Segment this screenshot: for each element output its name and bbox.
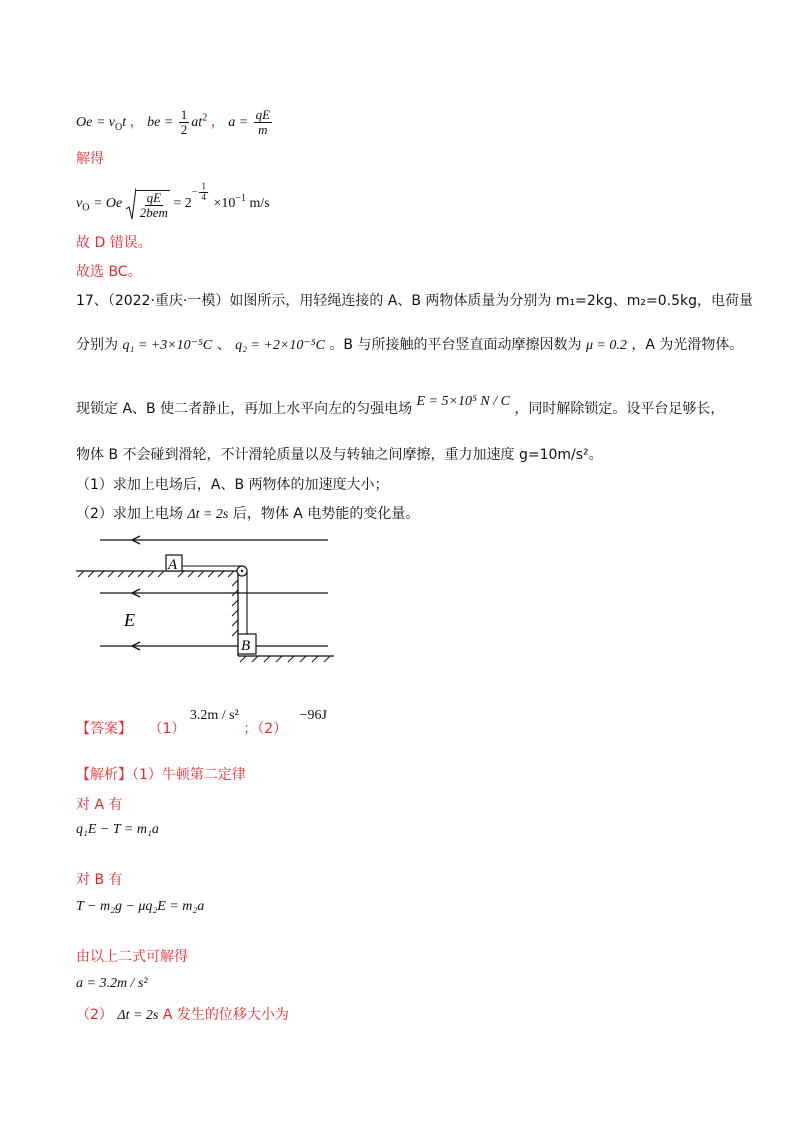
v-eq: = 2 xyxy=(173,195,192,211)
exp-sign: − xyxy=(191,186,198,198)
separator: ， xyxy=(210,114,225,131)
eq-be-sup: 2 xyxy=(202,112,208,124)
answer-part-1: （1） xyxy=(148,721,186,737)
question-1: （1）求加上电场后，A、B 两物体的加速度大小； xyxy=(76,477,389,493)
equation-a: q₁E − T = m₁a xyxy=(76,822,159,837)
d-wrong: 故 D 错误。 xyxy=(76,235,152,251)
pulley-axle-icon xyxy=(241,570,243,572)
answer-value-1: 3.2m / s² xyxy=(189,708,239,723)
for-a: 对 A 有 xyxy=(76,797,123,813)
text: ，A 为光滑物体。 xyxy=(631,337,744,353)
exp-fraction xyxy=(199,182,208,203)
problem-line-2 xyxy=(76,334,743,354)
analysis-tag: 【解析】（1）牛顿第二定律 xyxy=(76,767,246,783)
ground-hatch xyxy=(240,656,330,662)
text: 分别为 xyxy=(76,337,118,353)
velocity-equation xyxy=(76,182,270,221)
frac-num: qE xyxy=(255,107,271,122)
text: 。B 与所接触的平台竖直面动摩擦因数为 xyxy=(329,337,582,353)
dt-value: Δt = 2s xyxy=(117,1008,159,1023)
part-2-line xyxy=(76,1004,289,1024)
text: 现锁定 A、B 使二者静止，再加上水平向左的匀强电场 xyxy=(76,401,413,417)
label-e: E xyxy=(124,610,135,630)
eq-oe-rhs: = v xyxy=(95,115,115,131)
frac-den: 4 xyxy=(201,191,206,202)
eq-oe-t: t xyxy=(122,115,127,131)
answer-line xyxy=(76,708,327,738)
answer-part-2: ；（2） xyxy=(243,721,288,737)
kinematics-equations xyxy=(76,108,274,138)
frac-den: m xyxy=(258,122,268,138)
eq-a-lhs: a = xyxy=(228,115,249,131)
text: ，同时解除锁定。设平台足够长， xyxy=(514,401,725,417)
solve-label: 解得 xyxy=(76,151,104,167)
problem-line-4: 物体 B 不会碰到滑轮，不计滑轮质量以及与转轴之间摩擦，重力加速度 g=10m/s²。 xyxy=(76,447,603,463)
v-lhs-sub: O xyxy=(82,202,90,214)
v-rest-sup: −1 xyxy=(235,193,246,205)
question-2 xyxy=(76,503,419,523)
answer-value-2: −96J xyxy=(299,708,327,723)
part-2-text: A 发生的位移大小为 xyxy=(162,1007,289,1023)
answer-tag: 【答案】 xyxy=(76,721,132,737)
equation-b: T − m₂g − μq₂E = m₂a xyxy=(76,899,205,914)
frac-den: 2 xyxy=(180,122,188,138)
platform-hatch xyxy=(78,571,234,577)
problem-line-3 xyxy=(76,394,725,418)
part-2-label: （2） xyxy=(76,1007,113,1023)
frac-den: 2bem xyxy=(139,205,168,221)
v-exp xyxy=(192,182,210,203)
label-b: B xyxy=(241,638,251,654)
sqrt xyxy=(126,187,170,221)
q1-value: q₁ = +3×10⁻⁵C xyxy=(122,338,213,353)
eq-be-lhs: be = xyxy=(147,115,174,131)
choose-bc: 故选 BC。 xyxy=(76,264,142,280)
eq-oe-lhs: Oe xyxy=(76,115,93,131)
label-a: A xyxy=(168,557,178,573)
e-field-value: E = 5×10⁵ N / C xyxy=(416,394,510,409)
frac-num: 1 xyxy=(180,107,188,122)
sqrt-sign-icon xyxy=(126,187,136,221)
v-lhs: v xyxy=(76,195,83,211)
v-unit: m/s xyxy=(246,195,270,211)
v-mid: = Oe xyxy=(89,195,123,211)
fraction-qe-m xyxy=(254,108,272,138)
separator: ， xyxy=(129,114,144,131)
frac-num: 1 xyxy=(201,181,206,191)
eq-be-rhs: at xyxy=(191,115,203,131)
text: 、 xyxy=(216,337,231,353)
for-b: 对 B 有 xyxy=(76,872,123,888)
fraction-sqrt xyxy=(138,191,170,221)
combine-label: 由以上二式可解得 xyxy=(76,949,188,965)
result-a: a = 3.2m / s² xyxy=(76,976,148,991)
q2-value: q₂ = +2×10⁻⁵C xyxy=(235,338,325,353)
mu-value: μ = 0.2 xyxy=(585,338,627,353)
fraction-half xyxy=(179,108,190,138)
wall-hatch xyxy=(232,580,238,636)
dt-value: Δt = 2s xyxy=(187,507,229,522)
problem-line-1: 17、（2022·重庆·一模）如图所示，用轻绳连接的 A、B 两物体质量为分别为 m₁=2kg、m₂=0.5kg，电荷量 xyxy=(76,293,753,309)
text: （2）求加上电场 xyxy=(76,506,183,522)
eq-oe-sub: O xyxy=(115,121,123,133)
text: 后，物体 A 电势能的变化量。 xyxy=(232,506,420,522)
physics-figure xyxy=(70,528,350,678)
v-rest: ×10 xyxy=(209,195,236,211)
frac-num: qE xyxy=(146,190,162,206)
